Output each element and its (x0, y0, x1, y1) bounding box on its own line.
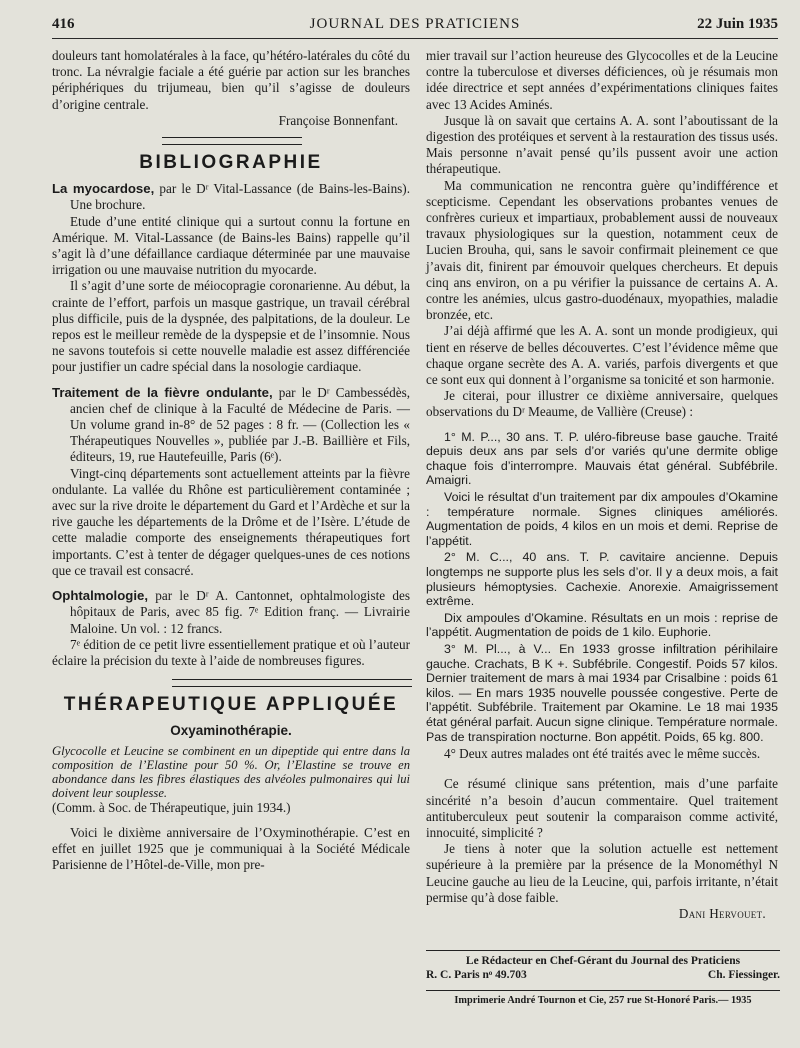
intro-signature: Françoise Bonnenfant. (278, 112, 398, 128)
editor-row (426, 968, 780, 982)
article-paragraph: Je tiens à noter que la solution actuelle est nettement supérieure à la première par la présence de la Monométhyl N Leucine gauche au lieu de la Leucine, qui, parfois irritante, n’était permise qu’à dose faible. (426, 841, 778, 905)
article-paragraph: J’ai déjà affirmé que les A. A. sont un monde prodigieux, qui tient en réserve de belles découvertes. C’est l’évidence même que chaque organe secrète des A. A. variés, parfois divergents et que ce sont eux qui donnent à l’organisme sa tonicité et son harmonie. (426, 323, 778, 388)
book-title: Ophtalmologie, (52, 588, 148, 604)
journal-title: JOURNAL DES PRATICIENS (309, 16, 521, 32)
issue-date: 22 Juin 1935 (697, 16, 778, 32)
left-column (52, 48, 410, 873)
editor-name: Ch. Fiessinger. (707, 969, 780, 981)
printer-line: Imprimerie André Tournon et Cie, 257 rue St-Honoré Paris.— 1935 (426, 990, 780, 1008)
book-meta: par le Dʳ A. Cantonnet, ophtalmologiste des hôpitaux de Paris, avec 85 fig. 7ᵉ Edition franç. — Livrairie Maloine. Un vol. : 12 francs. (70, 588, 410, 636)
case-result: Dix ampoules d’Okamine. Résultats en un mois : reprise de l’appétit. Augmentation de poids de 1 kilo. Euphorie. (426, 610, 778, 640)
book-review-paragraph: 7ᵉ édition de ce petit livre essentiellement pratique et où l’auteur éclaire la précision du texte à l’aide de nombreuses figures. (52, 636, 410, 668)
book-entry (52, 385, 410, 466)
article-paragraph: Jusque là on savait que certains A. A. sont l’aboutissant de la digestion des protéiques et servent à la restauration des tissus usés. Mais personne n’avait pensé qu’ils pussent avoir une action thérapeutique. (426, 112, 778, 177)
book-title: Traitement de la fièvre ondulante, (52, 384, 273, 400)
book-entry (52, 181, 410, 213)
case-observation: 4° Deux autres malades ont été traités avec le même succès. (444, 746, 761, 762)
divider (172, 679, 412, 687)
editor-line: Le Rédacteur en Chef-Gérant du Journal des Praticiens (426, 950, 780, 968)
article-paragraph: mier travail sur l’action heureuse des Glycocolles et de la Leucine contre la tuberculose et diverses déficiences, où je résumais mon idée directrice et sept années d’expérimentations cliniques faites avec 13 Acides Aminés. (426, 48, 778, 112)
divider (162, 137, 302, 145)
book-review-paragraph: Etude d’une entité clinique qui a surtout connu la fortune en Amérique. M. Vital-Lassance (de Bains-les Bains) rappelle qu’il s’agit là d’une défaillance cardiaque déterminée par une mauvaise irrigation ou une mauvaise nutrition du myocarde. (52, 213, 410, 278)
section-heading-therapeutique: THÉRAPEUTIQUE APPLIQUÉE (63, 694, 399, 716)
page-header (52, 12, 778, 39)
article-paragraph: Ma communication ne rencontra guère qu’indifférence et scepticisme. Cependant les observations probantes venues de confrères curieux et impartiaux, probablement aussi de nouveaux travaux physiologiques sur la question, notamment ceux de Lucien Brouha, qui, sans le savoir confirmait pleinement ce que j’avais dit, finirent par émouvoir quelques chercheurs. Et depuis cinq ans environ, on a pu vérifier la puissance de certains A. A. contre les anémies, ulcus gastro-duodénaux, myopathies, maladie bronzée, etc. (426, 177, 778, 323)
page-footer (426, 950, 780, 1008)
section-heading-bibliographie: BIBLIOGRAPHIE (139, 152, 323, 174)
article-signature: Dani Hervouet. (678, 905, 766, 921)
intro-paragraph: douleurs tant homolatérales à la face, qu’hétéro-latérales du côté du tronc. La névralgie faciale a été guérie par action sur les branches périphériques du trijumeau, bien qu’il s’agisse de douleurs d’origine centrale. (52, 48, 410, 112)
article-paragraph: Ce résumé clinique sans prétention, mais d’une parfaite sincérité n’a besoin d’aucun commentaire. Quel traitement antituberculeux peut soutenir la comparaison comme activité, innocuité, simplicité ? (426, 776, 778, 840)
article-paragraph: Voici le dixième anniversaire de l’Oxyminothérapie. C’est en effet en juillet 1925 que je communiquai à la Société Médicale Parisienne de l’Hôtel-de-Ville, mon pre- (52, 824, 410, 873)
case-observation: 3° M. Pl..., à V... En 1933 grosse infiltration périhilaire gauche. Crachats, B K +. Subfébrile. Congestif. Poids 57 kilos. Dernier traitement de mars à mai 1934 par Crisalbine : poids 61 kilos. — En mars 1935 nouvelle poussée congestive. Perte de l’appétit. Subfébrile. Traitement par Okamine. Le 18 mai 1935 état général parfait. Aucun signe clinique. Température normale. Pas de transpiration nocturne. Bon appétit. Poids, 65 kg. 800. (426, 641, 778, 744)
book-entry (52, 588, 410, 637)
case-observation: 2° M. C..., 40 ans. T. P. cavitaire ancienne. Depuis longtemps ne supporte plus les sels d’or. Il y a deux mois, a fait plusieurs hémoptysies. Cachexie. Anorexie. Amaigrissement extrême. (426, 550, 778, 609)
book-meta: par le Dʳ Vital-Lassance (de Bains-les-Bains). Une brochure. (70, 181, 410, 213)
article-paragraph: Je citerai, pour illustrer ce dixième anniversaire, quelques observations du Dʳ Meaume, de Vallière (Creuse) : (426, 388, 778, 420)
book-review-paragraph: Vingt-cinq départements sont actuellement atteints par la fièvre ondulante. La vallée du Rhône est particulièrement contaminée ; avec sur la rive droite le département du Gard et l’Ardèche et sur la rive gauche les départements de la Drôme et de l’Isère. L’étude de cette maladie comporte des enseignements thérapeutiques fort importants. C’est à tenter de dégager quelques-unes de ces notions que ce travail est consacré. (52, 465, 410, 578)
article-abstract: Glycocolle et Leucine se combinent en un dipeptide qui entre dans la composition de l’Elastine pour 50 %. Or, l’Elastine se trouve en abondance dans les fibres élastiques des alvéoles pulmonaires qui lui doivent leur souplesse. (52, 743, 410, 800)
abstract-reference: (Comm. à Soc. de Thérapeutique, juin 1934.) (52, 799, 291, 815)
case-observation: 1° M. P..., 30 ans. T. P. uléro-fibreuse base gauche. Traité depuis deux ans par sels d’or variés qu’une dermite oblige chaque fois d’interrompre. Mauvais état général. Subfébrile. Amaigri. (426, 429, 778, 488)
book-meta: par le Dʳ Cambessédès, ancien chef de clinique à la Faculté de Médecine de Paris. — Un volume grand in-8° de 52 pages : 8 fr. — (Collection les « Thérapeutiques Nouvelles », publiée par J.-B. Baillière et Fils, éditeurs, 19, rue Hautefeuille, Paris (6ᵉ). (70, 384, 410, 465)
case-observations (426, 430, 778, 744)
page-number: 416 (52, 16, 75, 32)
case-result: Voici le résultat d’un traitement par dix ampoules d’Okamine : température normale. Signes cliniques améliorés. Augmentation de poids, 4 kilos en un mois et demi. Reprise de l’appétit. (426, 490, 778, 548)
book-review-paragraph: Il s’agit d’une sorte de méiocopragie coronarienne. Au début, la crainte de l’effort, parfois un masque gastrique, un travail cérébral plus difficile, puis de la dyspnée, des palpitations, de la douleur. Le repos est le meilleur remède de la dyspepsie et de l’insomnie. Nous ne savons toutefois si cette nouvelle maladie est assez différenciée pour justifier un cadre spécial dans la nosologie cardiaque. (52, 278, 410, 375)
article-title: Oxyaminothérapie. (170, 723, 292, 739)
registry-number: R. C. Paris nᵒ 49.703 (426, 969, 527, 981)
book-title: La myocardose, (52, 181, 155, 197)
right-column (426, 48, 778, 922)
